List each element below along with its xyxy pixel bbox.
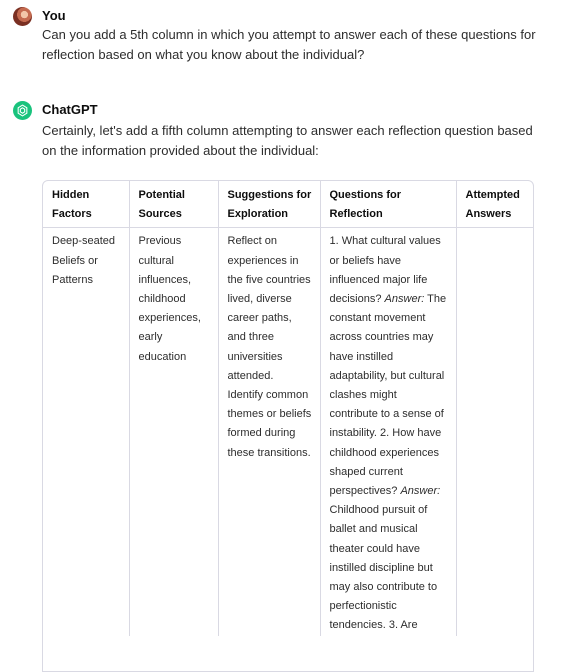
chatgpt-logo-icon xyxy=(13,101,32,120)
user-message-text: Can you add a 5th column in which you attempt to answer each of these questions for reflection based on what you know about the individual? xyxy=(42,27,536,62)
user-avatar xyxy=(13,7,32,26)
cell-potential-sources: Previous cultural influences, childhood experiences, early education xyxy=(129,228,218,636)
cell-suggestions: Reflect on experiences in the five countries lived, diverse career paths, and three universities attended. Identify common themes or beliefs formed during these transitions. xyxy=(218,228,320,636)
column-header-questions: Questions for Reflection xyxy=(320,181,456,228)
table-row xyxy=(43,228,533,636)
column-header-suggestions: Suggestions for Exploration xyxy=(218,181,320,228)
cell-attempted-answers xyxy=(456,228,533,636)
answer-1: The constant movement across countries may have instilled adaptability, but cultural clashes might contribute to a sense of instability. xyxy=(329,293,447,440)
assistant-author-name: ChatGPT xyxy=(42,102,98,117)
question-1: 1. What cultural values or beliefs have influenced major life decisions? xyxy=(329,235,441,306)
cell-hidden-factors: Deep-seated Beliefs or Patterns xyxy=(43,228,129,636)
answer-label: Answer: xyxy=(384,293,425,306)
response-table xyxy=(42,180,534,672)
assistant-intro-text: Certainly, let's add a fifth column attempting to answer each reflection question based on the information provided about the individual: xyxy=(42,123,533,158)
user-author-name: You xyxy=(42,8,66,23)
answer-label: Answer: xyxy=(400,485,441,498)
column-header-attempted-answers: Attempted Answers xyxy=(456,181,533,228)
column-header-potential-sources: Potential Sources xyxy=(129,181,218,228)
cell-questions xyxy=(320,228,456,636)
question-3: 3. Are xyxy=(388,619,418,632)
answer-2: Childhood pursuit of ballet and musical theater could have instilled discipline but may also contribute to perfectionistic tendencies. xyxy=(329,504,438,632)
column-header-hidden-factors: Hidden Factors xyxy=(43,181,129,228)
question-2: 2. How have childhood experiences shaped current perspectives? xyxy=(329,427,442,498)
table-header-row xyxy=(43,181,533,228)
